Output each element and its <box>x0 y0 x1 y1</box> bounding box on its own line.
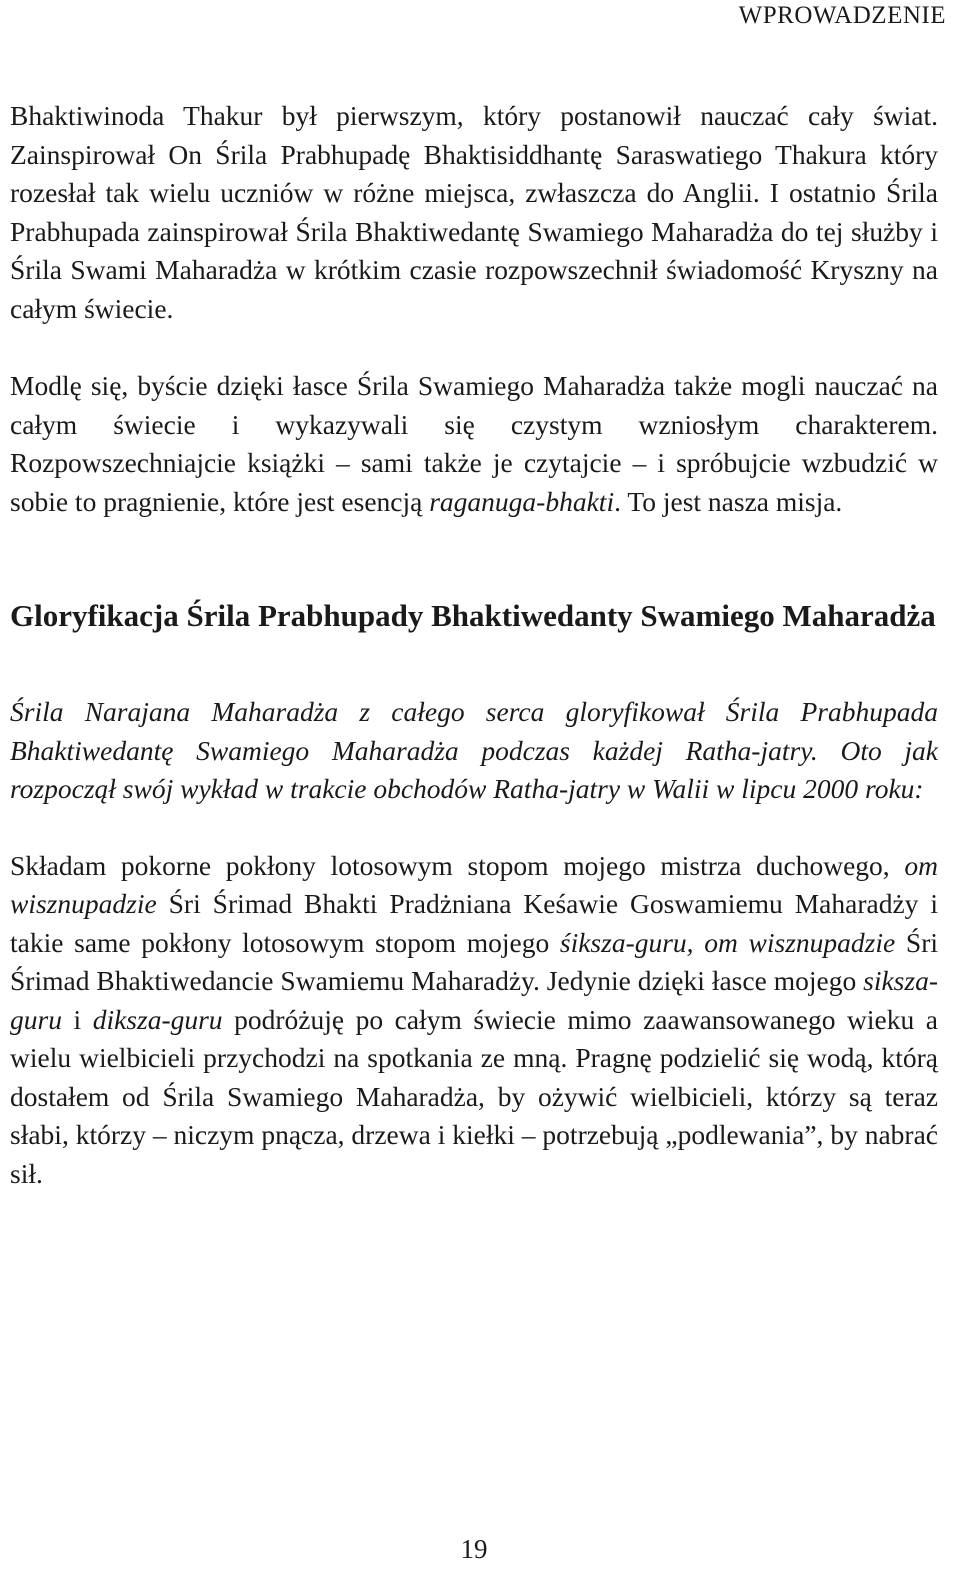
page-number <box>0 1534 960 1565</box>
term-diksza-guru: diksza-guru <box>92 1003 223 1035</box>
paragraph-2-text-a: Modlę się, byście dzięki łasce Śrila Swamiego Maharadża także mogli nauczać na całym świecie i wykazywali się czystym wzniosłym charakterem. Rozpowszechniajcie książki – sami także je czytajcie – i spróbujcie wzbudzić w sobie to pragnienie, które jest esencją <box>10 370 938 517</box>
paragraph-1: Bhaktiwinoda Thakur był pierwszym, który postanowił nauczać cały świat. Zainspirował On Śrila Prabhupadę Bhaktisiddhantę Saraswatiego Thakura który rozesłał tak wielu uczniów w różne miejsca, zwłaszcza do Anglii. I ostatnio Śrila Prabhupada zainspirował Śrila Bhaktiwedantę Swamiego Maharadża do tej służby i Śrila Swami Maharadża w krótkim czasie rozpowszechnił świadomość Kryszny na całym świecie. <box>10 100 938 324</box>
paragraph-4-text-1: Składam pokorne pokłony lotosowym stopom mojego mistrza duchowego, <box>10 849 905 881</box>
paragraph-3-intro: Śrila Narajana Maharadża z całego serca gloryfikował Śrila Prabhupada Bhaktiwedantę Swamiego Maharadża podczas każdej Ratha-jatry. Oto jak rozpoczął swój wykład w trakcie obchodów Ratha-jatry w Walii w lipcu 2000 roku: <box>10 696 938 804</box>
section-heading: Gloryfikacja Śrila Prabhupady Bhaktiwedanty Swamiego Maharadża <box>10 598 936 633</box>
paragraph-4-text-2: Śri Śrimad Bhakti Pradżniana Keśawie Goswamiemu Maharadży i takie same pokłony lotosowym stopom mojego <box>10 888 938 958</box>
term-siksza-guru: siksza-guru <box>10 965 938 1035</box>
page-number-text: 19 <box>460 1534 488 1564</box>
term-raganuga-bhakti: raganuga-bhakti <box>429 485 615 517</box>
paragraph-2 <box>10 367 938 521</box>
page-body <box>10 97 938 1193</box>
running-header: WPROWADZENIE <box>738 2 946 29</box>
paragraph-4-text-4: i <box>61 1003 93 1035</box>
paragraph-4-text-5: podróżuję po całym świecie mimo zaawansowanego wieku a wielu wielbicieli przychodzi na spotkania ze mną. Pragnę podzielić się wodą, którą dostałem od Śrila Swamiego Maharadża, by ożywić wielbicieli, którzy są teraz słabi, którzy – niczym pnącza, drzewa i kiełki – potrzebują „podlewania”, by nabrać sił. <box>10 1003 939 1189</box>
term-siksza-guru-om-wisznupadzie: śiksza-guru, om wisznupadzie <box>559 926 896 958</box>
paragraph-4-quote <box>10 847 938 1194</box>
term-om-wisznupadzie: om wisznupadzie <box>10 849 938 919</box>
paragraph-2-text-b: . To jest nasza misja. <box>614 485 843 517</box>
paragraph-4-text-3: Śri Śrimad Bhaktiwedancie Swamiemu Maharadży. Jedynie dzięki łasce mojego <box>10 926 938 996</box>
